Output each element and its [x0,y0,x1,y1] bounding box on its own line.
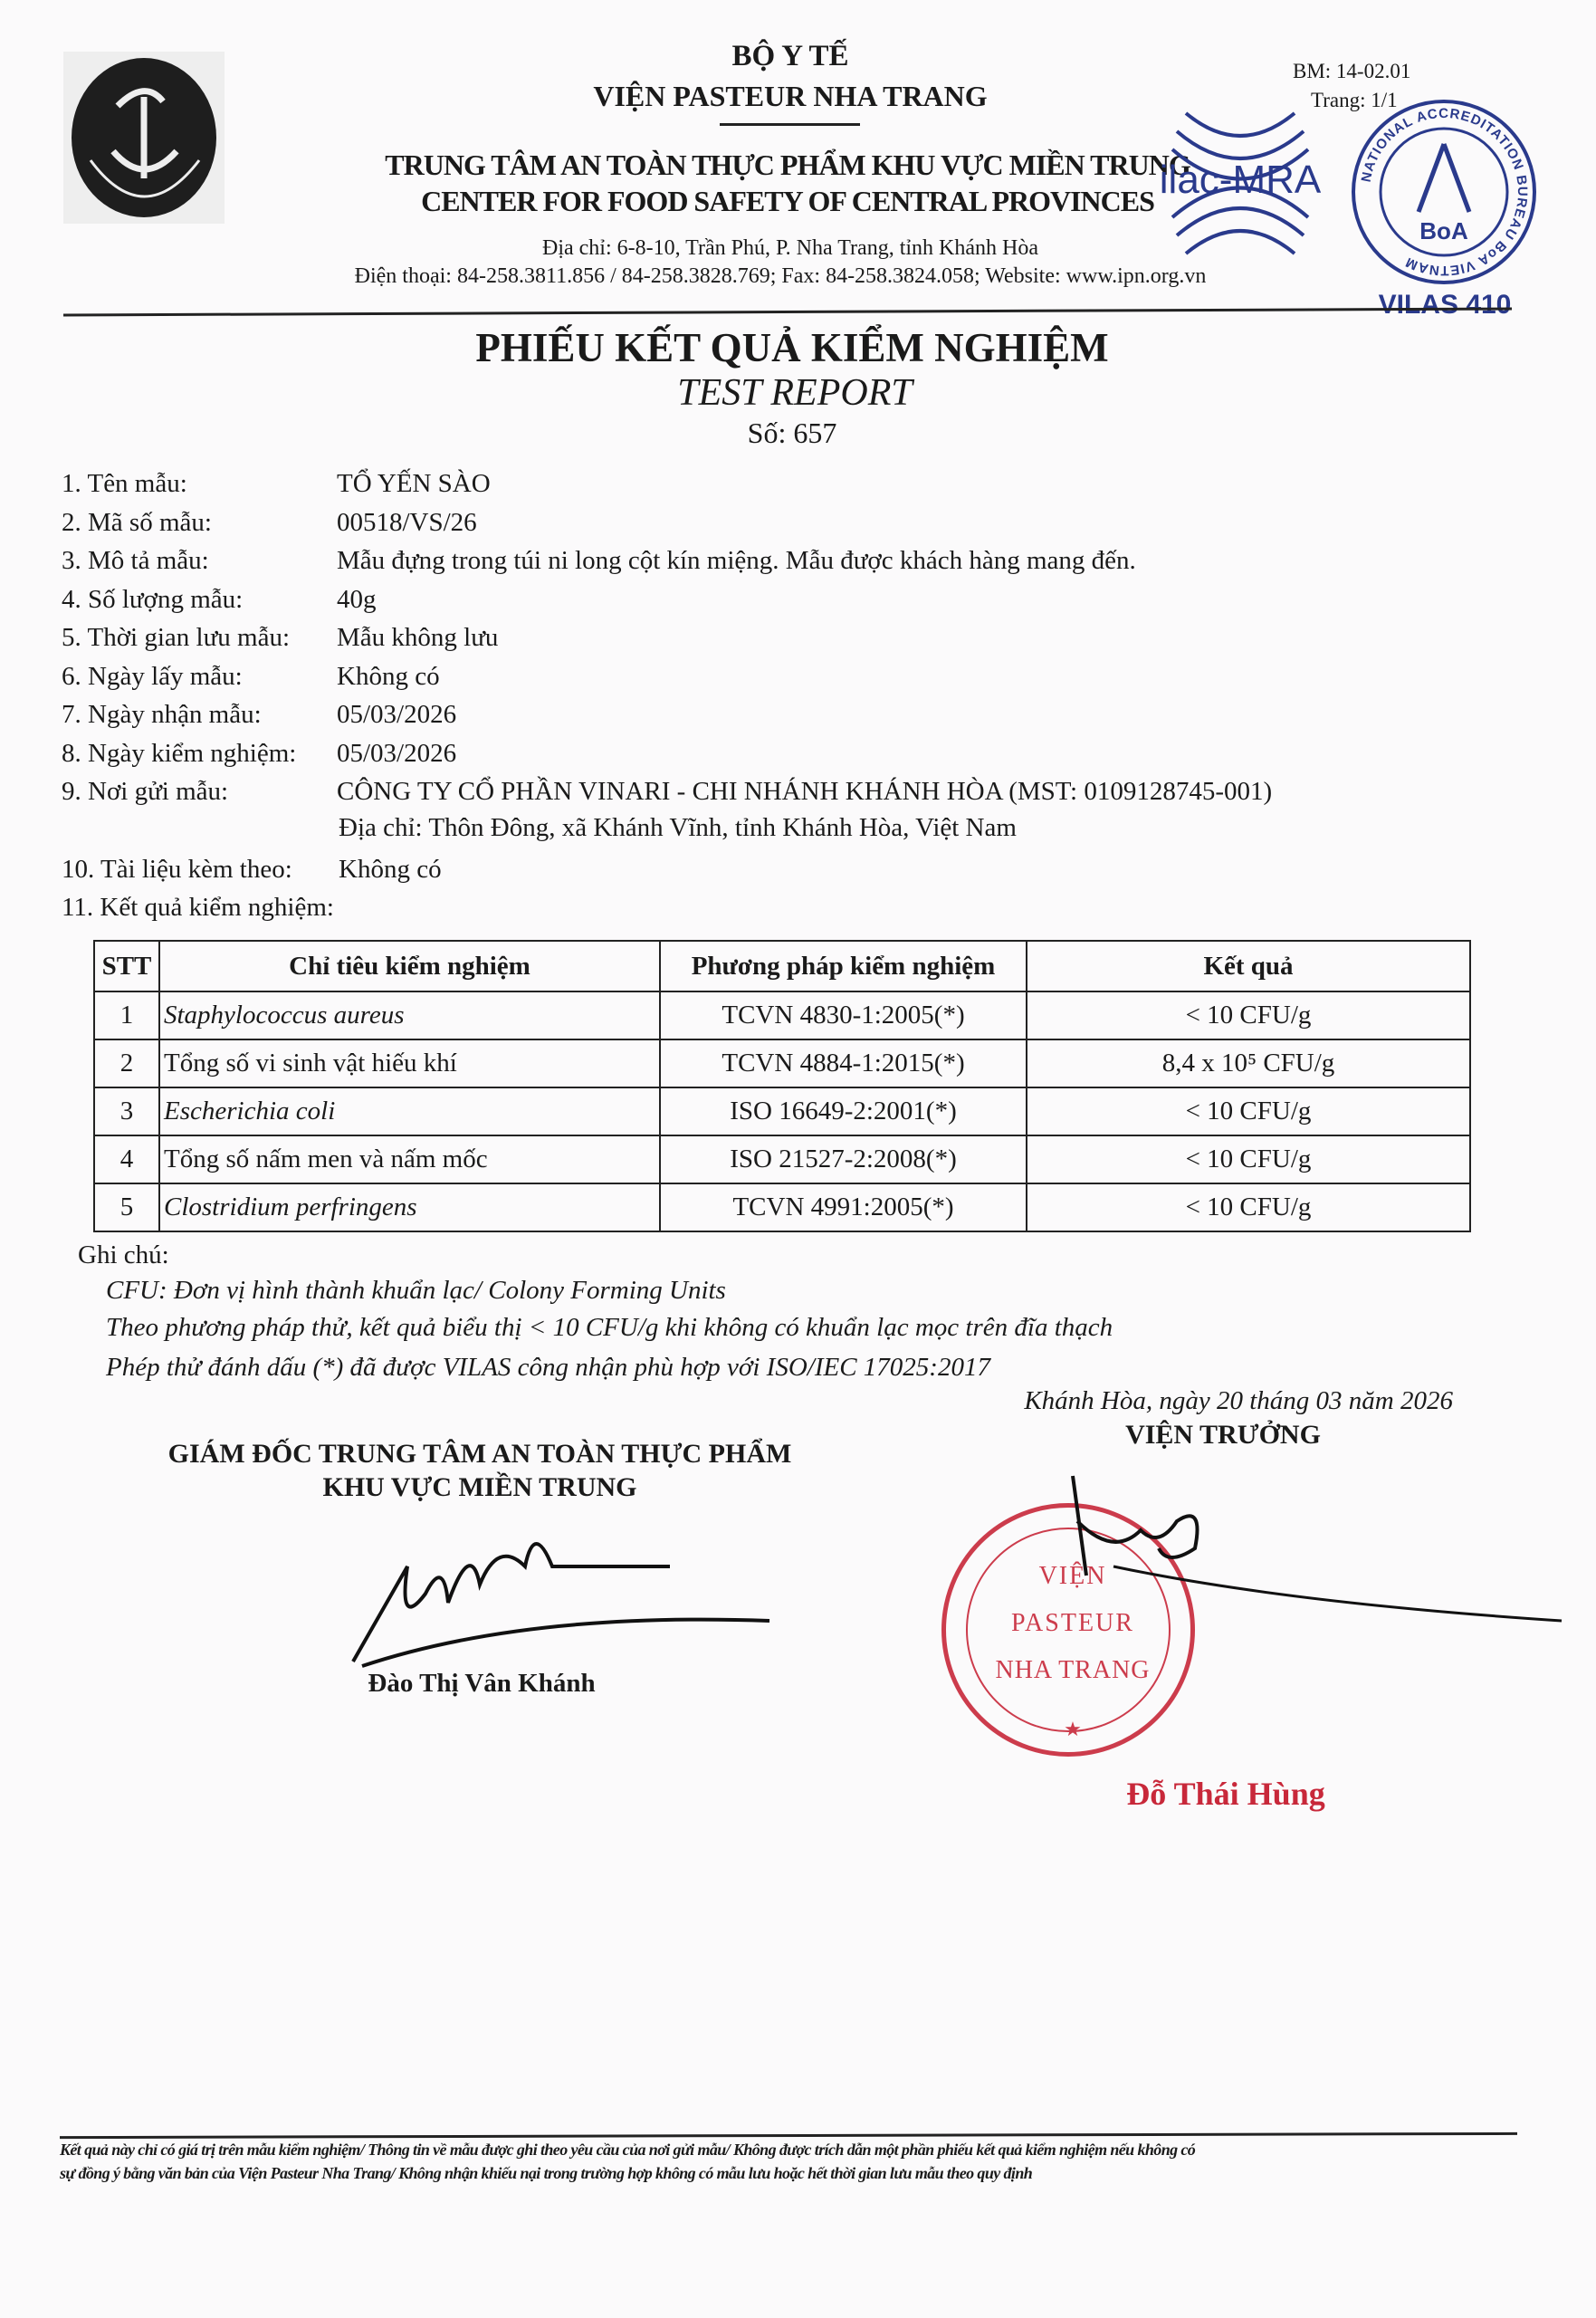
field-label: 4. Số lượng mẫu: [62,584,244,614]
institute-logo [63,52,225,224]
field-value: TỔ YẾN SÀO [337,469,491,498]
report-title-en: TEST REPORT [677,372,913,414]
boa-ring-text: NATIONAL ACCREDITATION BUREAU BoA VIETNAM [1358,105,1531,279]
left-title-1: GIÁM ĐỐC TRUNG TÂM AN TOÀN THỰC PHẨM [167,1439,792,1469]
right-title: VIỆN TRƯỞNG [1125,1420,1321,1450]
svg-text:ilac-MRA: ilac-MRA [1159,158,1322,202]
note-line: Theo phương pháp thử, kết quả biểu thị < 10 CFU/g khi không có khuẩn lạc mọc trên đĩa thạch [106,1313,1113,1342]
cell-parameter: Escherichia coli [159,1087,660,1135]
right-signatory-name: Đỗ Thái Hùng [1126,1776,1325,1812]
ministry-name: BỘ Y TẾ [731,40,849,72]
results-label: 11. Kết quả kiểm nghiệm: [62,893,334,922]
field-value: 05/03/2026 [337,738,457,768]
footer-disclaimer-2: sự đồng ý bằng văn bản của Viện Pasteur Nha Trang/ Không nhận khiếu nại trong trường hợp không có mẫu lưu hoặc hết thời gian lưu mẫu theo quy định [60,2164,1033,2182]
field-value: 40g [337,584,377,614]
vilas-code: VILAS 410 [1378,290,1512,320]
field-label: 1. Tên mẫu: [62,469,187,498]
results-table [93,940,1471,1232]
col-method: Phương pháp kiểm nghiệm [660,941,1027,991]
note-line: Phép thử đánh dấu (*) đã được VILAS công nhận phù hợp với ISO/IEC 17025:2017 [106,1353,990,1382]
footer-divider [60,2132,1517,2139]
field-label: 2. Mã số mẫu: [62,507,212,537]
institute-name: VIỆN PASTEUR NHA TRANG [593,80,988,112]
form-code: BM: 14-02.01 [1293,60,1411,82]
cell-stt: 1 [94,991,159,1039]
notes-label: Ghi chú: [78,1240,169,1269]
cell-result: < 10 CFU/g [1027,991,1470,1039]
field-value: Mẫu đựng trong túi ni long cột kín miệng. Mẫu được khách hàng mang đến. [337,546,1136,575]
left-signatory-name: Đào Thị Vân Khánh [368,1669,596,1698]
col-stt: STT [94,941,159,991]
field-value: Không có [337,661,440,691]
cell-method: ISO 21527-2:2008(*) [660,1135,1027,1183]
attachments-value: Không có [339,855,442,884]
field-value: Mẫu không lưu [337,623,499,652]
cell-result: < 10 CFU/g [1027,1087,1470,1135]
center-contact: Điện thoại: 84-258.3811.856 / 84-258.3828.769; Fax: 84-258.3824.058; Website: www.ipn.org.vn [354,264,1207,288]
field-label: 9. Nơi gửi mẫu: [62,777,229,806]
cell-method: TCVN 4991:2005(*) [660,1183,1027,1231]
field-label: 6. Ngày lấy mẫu: [62,661,243,691]
page-number: Trang: 1/1 [1311,89,1398,111]
cell-method: ISO 16649-2:2001(*) [660,1087,1027,1135]
col-parameter: Chỉ tiêu kiểm nghiệm [159,941,660,991]
divider [720,123,860,126]
cell-stt: 5 [94,1183,159,1231]
table-row [94,1087,1470,1135]
cell-result: 8,4 x 10⁵ CFU/g [1027,1039,1470,1087]
cell-parameter: Staphylococcus aureus [159,991,660,1039]
cell-method: TCVN 4830-1:2005(*) [660,991,1027,1039]
header-divider [63,308,1512,317]
field-value: 05/03/2026 [337,700,457,729]
center-name-en: CENTER FOR FOOD SAFETY OF CENTRAL PROVINCES [421,185,1154,217]
official-stamp: VIỆN PASTEUR NHA TRANG ★ [941,1503,1195,1757]
field-label: 8. Ngày kiểm nghiệm: [62,738,297,768]
date-place: Khánh Hòa, ngày 20 tháng 03 năm 2026 [1024,1386,1453,1415]
field-label: 5. Thời gian lưu mẫu: [62,623,291,652]
center-address: Địa chỉ: 6-8-10, Trần Phú, P. Nha Trang, tỉnh Khánh Hòa [541,236,1039,260]
footer-disclaimer-1: Kết quả này chỉ có giá trị trên mẫu kiểm nghiệm/ Thông tin về mẫu được ghi theo yêu cầu của nơi gửi mẫu/ Không được trích dẫn một phần phiếu kết quả kiểm nghiệm nếu không có [60,2141,1196,2159]
cell-method: TCVN 4884-1:2015(*) [660,1039,1027,1087]
table-row [94,1183,1470,1231]
boa-accreditation-seal [1352,100,1536,284]
cell-parameter: Tổng số vi sinh vật hiếu khí [159,1039,660,1087]
cell-stt: 2 [94,1039,159,1087]
boa-label: BoA [1419,217,1468,244]
attachments-label: 10. Tài liệu kèm theo: [62,855,292,884]
right-signature [1059,1467,1566,1648]
table-header-row [94,941,1470,991]
col-result: Kết quả [1027,941,1470,991]
cell-parameter: Clostridium perfringens [159,1183,660,1231]
cell-result: < 10 CFU/g [1027,1183,1470,1231]
cell-result: < 10 CFU/g [1027,1135,1470,1183]
field-value: 00518/VS/26 [337,507,477,537]
cell-stt: 4 [94,1135,159,1183]
report-title-vi: PHIẾU KẾT QUẢ KIỂM NGHIỆM [475,325,1109,370]
cell-stt: 3 [94,1087,159,1135]
ilac-mra-mark [1150,86,1331,281]
table-row [94,1039,1470,1087]
left-title-2: KHU VỰC MIỀN TRUNG [322,1472,637,1502]
note-line: CFU: Đơn vị hình thành khuẩn lạc/ Colony Forming Units [106,1276,726,1305]
field-label: 7. Ngày nhận mẫu: [62,700,262,729]
table-row [94,1135,1470,1183]
cell-parameter: Tổng số nấm men và nấm mốc [159,1135,660,1183]
report-number: Số: 657 [747,417,837,449]
left-signature [344,1503,779,1675]
sender-address: Địa chỉ: Thôn Đông, xã Khánh Vĩnh, tỉnh Khánh Hòa, Việt Nam [339,813,1017,842]
center-name-vi: TRUNG TÂM AN TOÀN THỰC PHẨM KHU VỰC MIỀN TRUNG [385,148,1190,181]
field-label: 3. Mô tả mẫu: [62,546,209,575]
field-value: CÔNG TY CỔ PHẦN VINARI - CHI NHÁNH KHÁNH HÒA (MST: 0109128745-001) [337,777,1273,806]
svg-text:NATIONAL ACCREDITATION BUREAU [1359,106,1530,278]
table-row [94,991,1470,1039]
